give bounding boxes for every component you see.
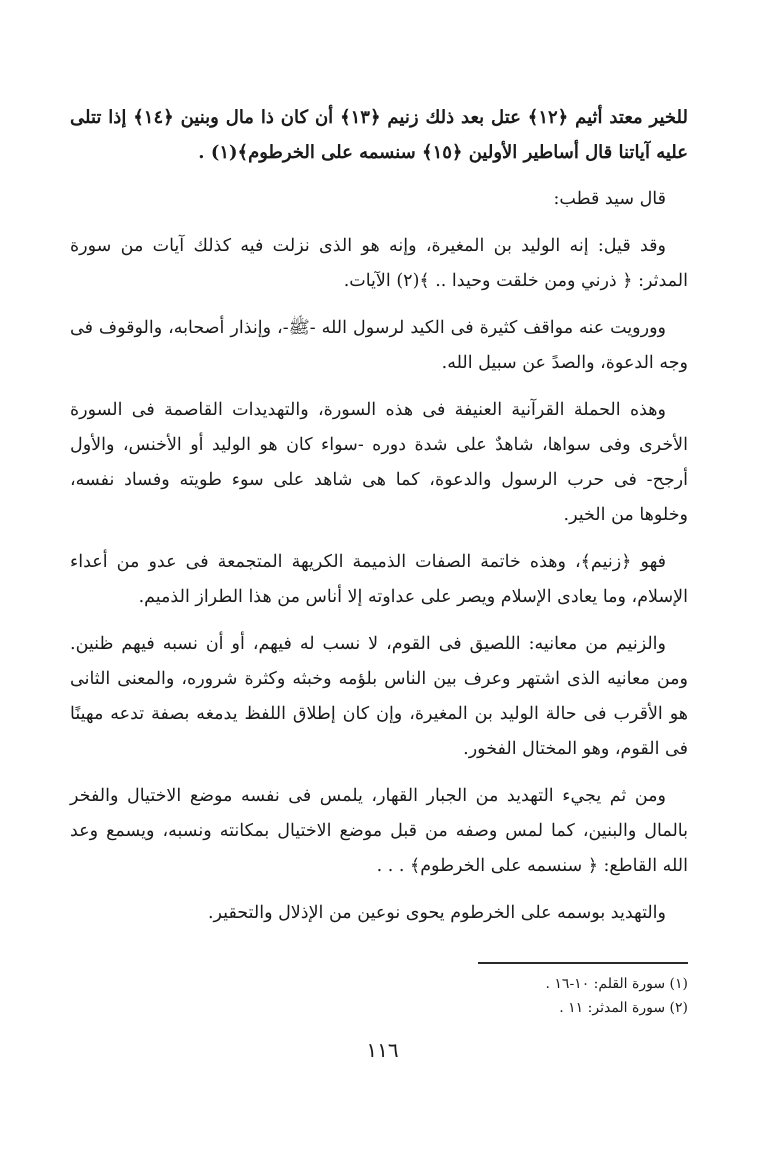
- page-number: ١١٦: [366, 1038, 399, 1062]
- paragraph-8: والتهديد بوسمه على الخرطوم يحوى نوعين من الإذلال والتحقير.: [207, 903, 666, 923]
- quranic-verse-opening: للخير معتد أثيم ﴿١٢﴾ عتل بعد ذلك زنيم ﴿١٣﴾ أن كان ذا مال وبنين ﴿١٤﴾ إذا تتلى عليه آياتنا قال أساطير الأولين ﴿١٥﴾ سنسمه على الخرطوم﴾(١) .: [70, 107, 688, 163]
- footnote-2: (٢) سورة المدثر: ١١ .: [559, 1000, 688, 1016]
- footnotes: [70, 962, 688, 1020]
- footnote-divider: [478, 962, 688, 964]
- paragraph-7: ومن ثم يجيء التهديد من الجبار القهار، يلمس فى نفسه موضع الاختيال والفخر بالمال والبنين، كما لمس وصفه من قبل موضع الاختيال بمكانته ونسبه، ويسمع وعد الله القاطع: ﴿ سنسمه على الخرطوم﴾ . . .: [70, 786, 688, 876]
- paragraph-3: وورويت عنه مواقف كثيرة فى الكيد لرسول الله -ﷺ-، وإنذار أصحابه، والوقوف فى وجه الدعوة، والصدً عن سبيل الله.: [70, 318, 688, 373]
- paragraph-6: والزنيم من معانيه: اللصيق فى القوم، لا نسب له فيهم، أو أن نسبه فيهم ظنين. ومن معانيه الذى اشتهر وعرف بين الناس بلؤمه وخبثه وكثرة شروره، والمعنى الثانى هو الأقرب فى حالة الوليد بن المغيرة، وإن كان إطلاق اللفظ يدمغه بصفة تدعه مهينًا فى القوم، وهو المختال الفخور.: [70, 634, 688, 759]
- paragraph-5: فهو ﴿زنيم﴾، وهذه خاتمة الصفات الذميمة الكريهة المتجمعة فى عدو من أعداء الإسلام، وما يعادى الإسلام ويصر على عداوته إلا أناس من هذا الطراز الذميم.: [70, 552, 688, 607]
- paragraph-1: قال سيد قطب:: [553, 189, 666, 209]
- paragraph-4: وهذه الحملة القرآنية العنيفة فى هذه السورة، والتهديدات القاصمة فى السورة الأخرى وفى سواها، شاهدٌ على شدة دوره -سواء كان هو الوليد أو الأخنس، والأول أرجح- فى حرب الرسول والدعوة، كما هى شاهد على سوء طويته وفساد نفسه، وخلوها من الخير.: [70, 400, 688, 525]
- footnote-1: (١) سورة القلم: ١٠-١٦ .: [545, 976, 688, 992]
- main-text: [70, 100, 688, 943]
- paragraph-2: وقد قيل: إنه الوليد بن المغيرة، وإنه هو الذى نزلت فيه كذلك آيات من سورة المدثر: ﴿ ذرني ومن خلقت وحيدا .. ﴾(٢) الآيات.: [70, 236, 688, 291]
